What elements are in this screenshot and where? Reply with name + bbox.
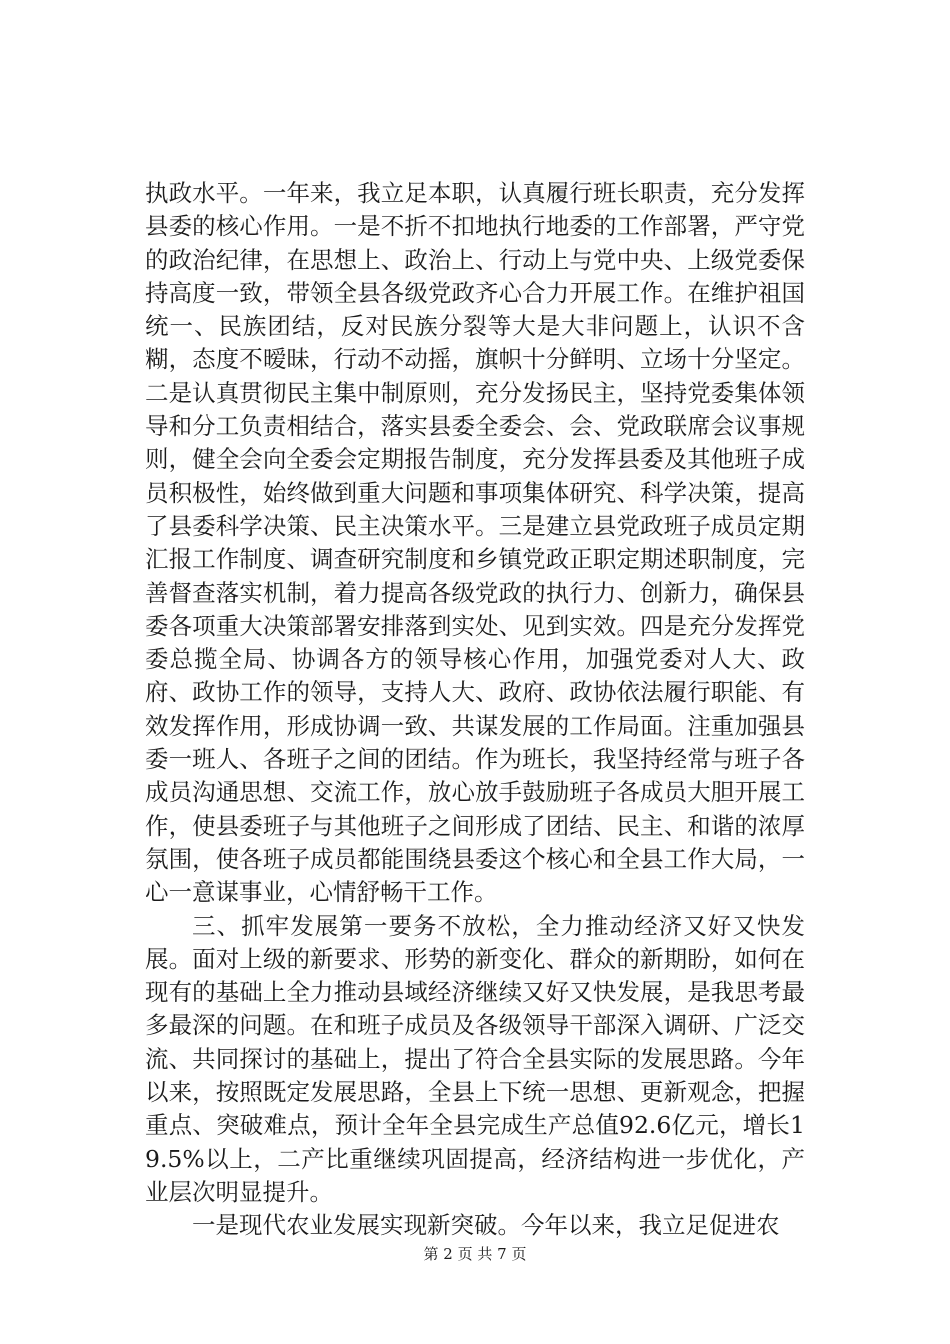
paragraph-2: 三、抓牢发展第一要务不放松，全力推动经济又好又快发展。面对上级的新要求、形势的新变化、群众的新期盼，如何在现有的基础上全力推动县域经济继续又好又快发展，是我思考最多最深的问题。在和班子成员及各级领导干部深入调研、广泛交流、共同探讨的基础上，提出了符合全县实际的发展思路。今年以来，按照既定发展思路，全县上下统一思想、更新观念，把握重点、突破难点，预计全年全县完成生产总值92.6亿元，增长19.5%以上，二产比重继续巩固提高，经济结构进一步优化，产业层次明显提升。 [145,911,805,1206]
document-body [145,177,805,1243]
paragraph-3: 一是现代农业发展实现新突破。今年以来，我立足促进农 [192,1211,780,1240]
paragraph-1: 执政水平。一年来，我立足本职，认真履行班长职责，充分发挥县委的核心作用。一是不折不扣地执行地委的工作部署，严守党的政治纪律，在思想上、政治上、行动上与党中央、上级党委保持高度一致，带领全县各级党政齐心合力开展工作。在维护祖国统一、民族团结，反对民族分裂等大是大非问题上，认识不含糊，态度不暧昧，行动不动摇，旗帜十分鲜明、立场十分坚定。二是认真贯彻民主集中制原则，充分发扬民主，坚持党委集体领导和分工负责相结合，落实县委全委会、会、党政联席会议事规则，健全会向全委会定期报告制度，充分发挥县委及其他班子成员积极性，始终做到重大问题和事项集体研究、科学决策，提高了县委科学决策、民主决策水平。三是建立县党政班子成员定期汇报工作制度、调查研究制度和乡镇党政正职定期述职制度，完善督查落实机制，着力提高各级党政的执行力、创新力，确保县委各项重大决策部署安排落到实处、见到实效。四是充分发挥党委总揽全局、协调各方的领导核心作用，加强党委对人大、政府、政协工作的领导，支持人大、政府、政协依法履行职能、有效发挥作用，形成协调一致、共谋发展的工作局面。注重加强县委一班人、各班子之间的团结。作为班长，我坚持经常与班子各成员沟通思想、交流工作，放心放手鼓励班子各成员大胆开展工作，使县委班子与其他班子之间形成了团结、民主、和谐的浓厚氛围，使各班子成员都能围绕县委这个核心和全县工作大局，一心一意谋事业，心情舒畅干工作。 [145,179,805,907]
page-footer: 第 2 页 共 7 页 [423,1245,527,1263]
